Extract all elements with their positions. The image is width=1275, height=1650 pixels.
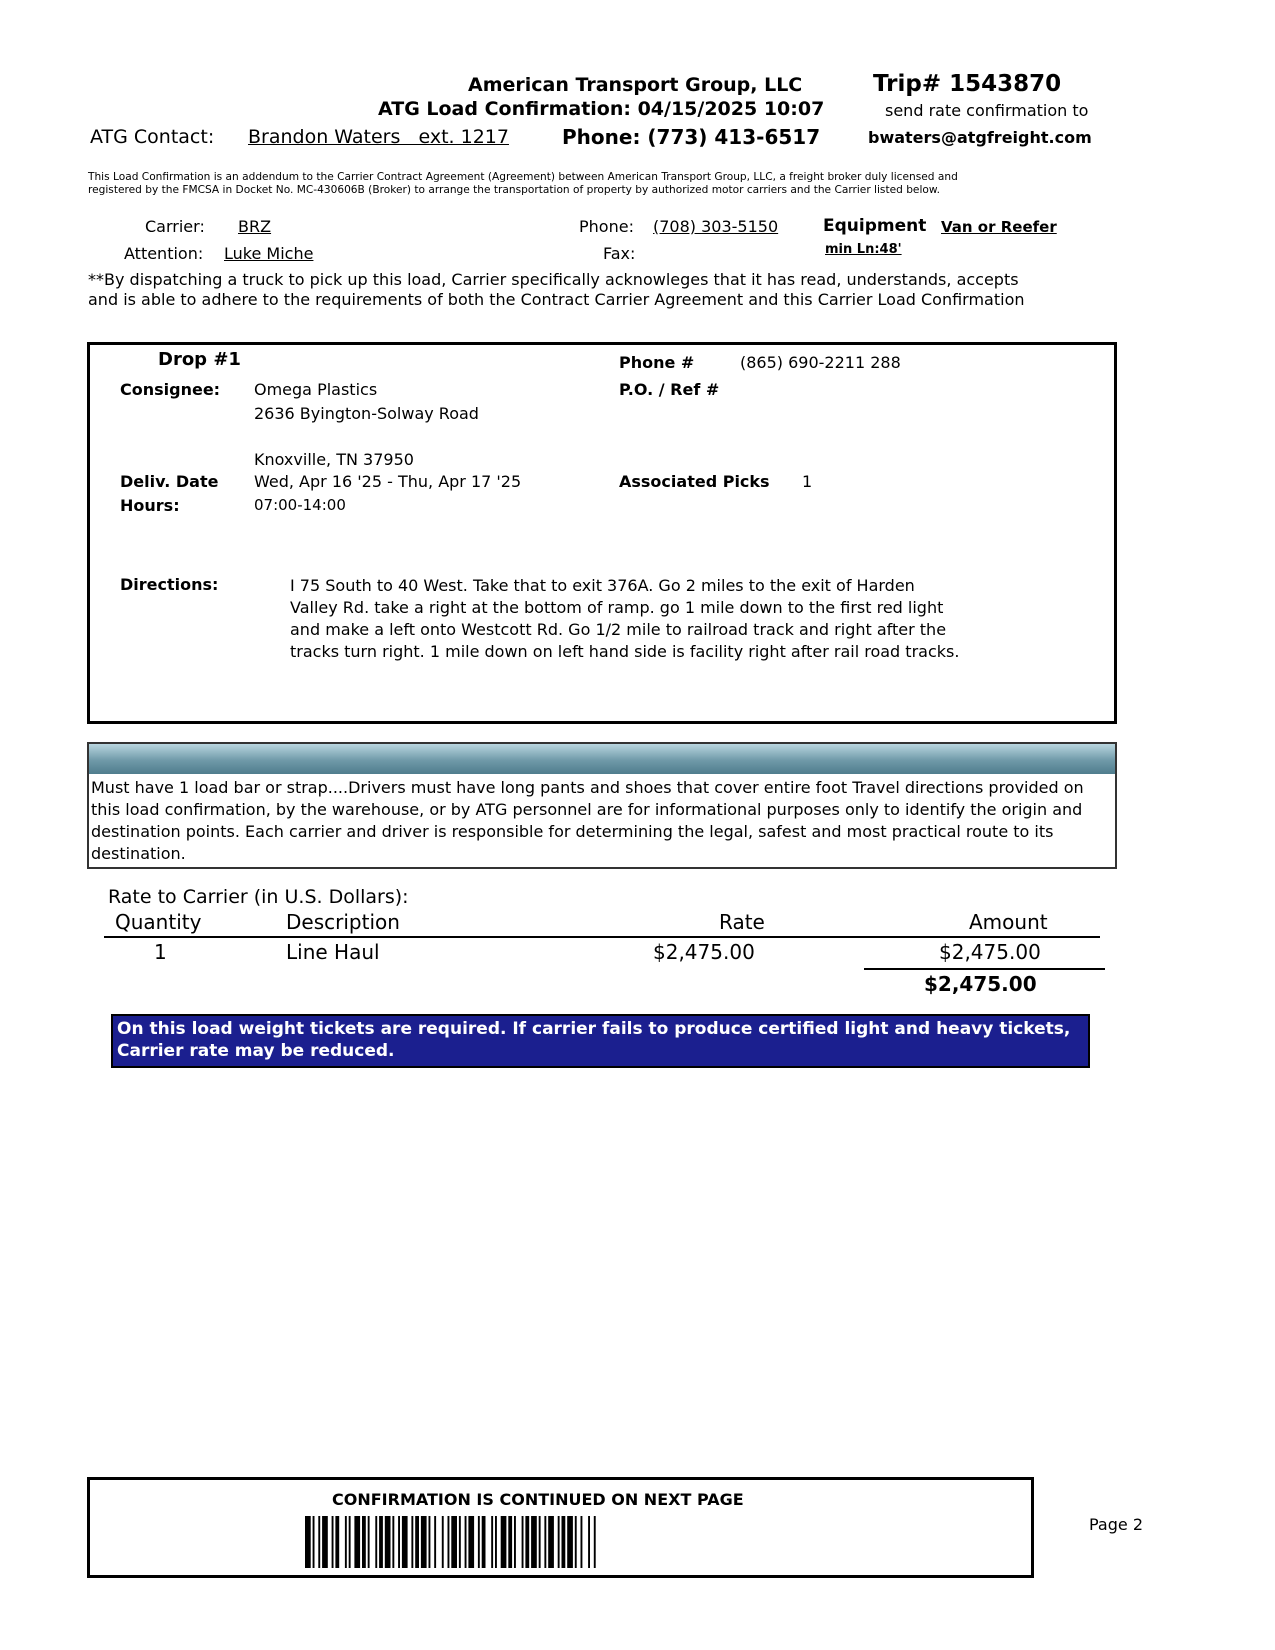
carrier-label: Carrier: xyxy=(145,217,205,236)
barcode-bar xyxy=(482,1516,486,1568)
barcode-bar xyxy=(411,1516,413,1568)
description-header: Description xyxy=(286,910,400,934)
drop-phone-label: Phone # xyxy=(619,353,695,372)
barcode-bar xyxy=(548,1516,554,1568)
barcode-bar xyxy=(451,1516,457,1568)
barcode-bar xyxy=(318,1516,320,1568)
rate-total: $2,475.00 xyxy=(924,972,1037,996)
barcode-bar xyxy=(544,1516,546,1568)
barcode-bar xyxy=(415,1516,419,1568)
directions-line: I 75 South to 40 West. Take that to exit 376A. Go 2 miles to the exit of Harden xyxy=(290,576,915,595)
barcode-bar xyxy=(588,1516,590,1568)
attention-value: Luke Miche xyxy=(224,244,314,263)
barcode-bar xyxy=(465,1516,467,1568)
consignee-label: Consignee: xyxy=(120,380,221,399)
drop-section xyxy=(87,342,1117,724)
barcode-bar xyxy=(558,1516,560,1568)
barcode-bar xyxy=(385,1516,391,1568)
drop-title: Drop #1 xyxy=(158,349,241,370)
rate-row-amount: $2,475.00 xyxy=(939,940,1041,964)
rate-row-rate: $2,475.00 xyxy=(653,940,755,964)
po-ref-label: P.O. / Ref # xyxy=(619,380,720,399)
barcode-bar xyxy=(332,1516,334,1568)
equipment-value: Van or Reefer xyxy=(941,218,1057,236)
carrier-value: BRZ xyxy=(238,217,272,236)
barcode-bar xyxy=(514,1516,516,1568)
barcode-bar xyxy=(392,1516,394,1568)
barcode-bar xyxy=(379,1516,383,1568)
notes-header-bar xyxy=(89,744,1115,774)
weight-ticket-text: On this load weight tickets are required. If carrier fails to produce certified light and heavy tickets, Carrier rate may be reduced. xyxy=(117,1019,1071,1061)
continued-notice: CONFIRMATION IS CONTINUED ON NEXT PAGE xyxy=(332,1490,744,1509)
addendum-text xyxy=(88,171,958,197)
barcode-bar xyxy=(522,1516,524,1568)
barcode-bar xyxy=(468,1516,474,1568)
amount-total-divider xyxy=(864,968,1105,970)
barcode-bar xyxy=(305,1516,311,1568)
consignee-address: 2636 Byington-Solway Road xyxy=(254,404,479,423)
barcode-bar xyxy=(508,1516,512,1568)
notes-text: Must have 1 load bar or strap....Drivers must have long pants and shoes that cover entire foot Travel directions provided on this load confirmation, by the warehouse, or by ATG personnel are for informational purposes only to identify the origin and destination points. Each carrier and driver is responsible for determining the legal, safest and most practical route to its destination. xyxy=(91,778,1084,863)
barcode-bar xyxy=(349,1516,351,1568)
consignee-name: Omega Plastics xyxy=(254,380,378,399)
trip-number: Trip# 1543870 xyxy=(873,71,1062,97)
load-confirmation-date: ATG Load Confirmation: 04/15/2025 10:07 xyxy=(378,98,825,120)
carrier-phone-label: Phone: xyxy=(579,217,634,236)
barcode-bar xyxy=(421,1516,427,1568)
delivery-date-value: Wed, Apr 16 '25 - Thu, Apr 17 '25 xyxy=(254,472,522,491)
carrier-fax-label: Fax: xyxy=(603,244,636,263)
barcode-bar xyxy=(567,1516,573,1568)
barcode-bar xyxy=(429,1516,431,1568)
rate-row-description: Line Haul xyxy=(286,940,380,964)
barcode-bar xyxy=(375,1516,377,1568)
barcode-bar xyxy=(531,1516,537,1568)
carrier-phone-value: (708) 303-5150 xyxy=(653,217,779,236)
directions-text xyxy=(290,575,959,663)
atg-contact-name: Brandon Waters ext. 1217 xyxy=(248,126,509,148)
delivery-date-label: Deliv. Date xyxy=(120,472,219,491)
barcode-bar xyxy=(322,1516,328,1568)
consignee-city: Knoxville, TN 37950 xyxy=(254,450,414,469)
weight-ticket-notice xyxy=(111,1014,1090,1068)
page-number: Page 2 xyxy=(1089,1515,1143,1534)
equipment-label: Equipment xyxy=(823,216,927,236)
barcode-bar xyxy=(562,1516,566,1568)
drop-phone-value: (865) 690-2211 288 xyxy=(740,353,901,372)
rate-row-quantity: 1 xyxy=(154,940,167,964)
barcode-bar xyxy=(581,1516,583,1568)
quantity-header: Quantity xyxy=(115,910,202,934)
associated-picks-label: Associated Picks xyxy=(619,472,770,491)
barcode xyxy=(305,1516,813,1568)
barcode-bar xyxy=(313,1516,315,1568)
barcode-bar xyxy=(354,1516,360,1568)
addendum-line-2: registered by the FMCSA in Docket No. MC-430606B (Broker) to arrange the transportation of property by authorized motor carriers and the Carrier listed below. xyxy=(88,184,940,196)
barcode-bar xyxy=(368,1516,370,1568)
atg-contact-label: ATG Contact: xyxy=(90,126,215,148)
min-length: min Ln:48' xyxy=(825,242,902,257)
send-rate-label: send rate confirmation to xyxy=(885,101,1089,120)
barcode-bar xyxy=(594,1516,596,1568)
barcode-bar xyxy=(525,1516,529,1568)
dispatch-acknowledgement xyxy=(88,270,1025,310)
barcode-bar xyxy=(539,1516,541,1568)
barcode-bar xyxy=(495,1516,497,1568)
barcode-bar xyxy=(448,1516,450,1568)
hours-label: Hours: xyxy=(120,496,180,515)
barcode-bar xyxy=(345,1516,347,1568)
notes-section xyxy=(87,742,1117,869)
attention-label: Attention: xyxy=(124,244,204,263)
dispatch-line-2: and is able to adhere to the requirements of both the Contract Carrier Agreement and this Carrier Load Confirmation xyxy=(88,290,1025,309)
atg-phone: Phone: (773) 413-6517 xyxy=(562,125,821,149)
barcode-bar xyxy=(501,1516,507,1568)
directions-line: tracks turn right. 1 mile down on left hand side is facility right after rail road tracks. xyxy=(290,642,960,661)
barcode-bar xyxy=(402,1516,408,1568)
addendum-line-1: This Load Confirmation is an addendum to the Carrier Contract Agreement (Agreement) between American Transport Group, LLC, a freight broker duly licensed and xyxy=(88,171,958,183)
directions-label: Directions: xyxy=(120,575,219,594)
associated-picks-value: 1 xyxy=(802,472,813,491)
rate-header-divider xyxy=(104,936,1100,938)
atg-email: bwaters@atgfreight.com xyxy=(868,128,1092,147)
barcode-bar xyxy=(335,1516,339,1568)
dispatch-line-1: **By dispatching a truck to pick up this load, Carrier specifically acknowleges that it has read, understands, accepts xyxy=(88,270,1019,289)
directions-line: Valley Rd. take a right at the bottom of ramp. go 1 mile down to the first red light xyxy=(290,598,944,617)
barcode-bar xyxy=(575,1516,577,1568)
rate-title: Rate to Carrier (in U.S. Dollars): xyxy=(108,886,409,908)
barcode-bar xyxy=(442,1516,444,1568)
barcode-bar xyxy=(459,1516,461,1568)
amount-header: Amount xyxy=(969,910,1048,934)
barcode-bar xyxy=(478,1516,480,1568)
barcode-bar xyxy=(398,1516,400,1568)
barcode-bar xyxy=(491,1516,493,1568)
barcode-bar xyxy=(362,1516,366,1568)
rate-header: Rate xyxy=(719,910,765,934)
directions-line: and make a left onto Westcott Rd. Go 1/2 mile to railroad track and right after the xyxy=(290,620,947,639)
barcode-bar xyxy=(434,1516,436,1568)
hours-value: 07:00-14:00 xyxy=(254,496,346,514)
company-name: American Transport Group, LLC xyxy=(468,74,803,96)
